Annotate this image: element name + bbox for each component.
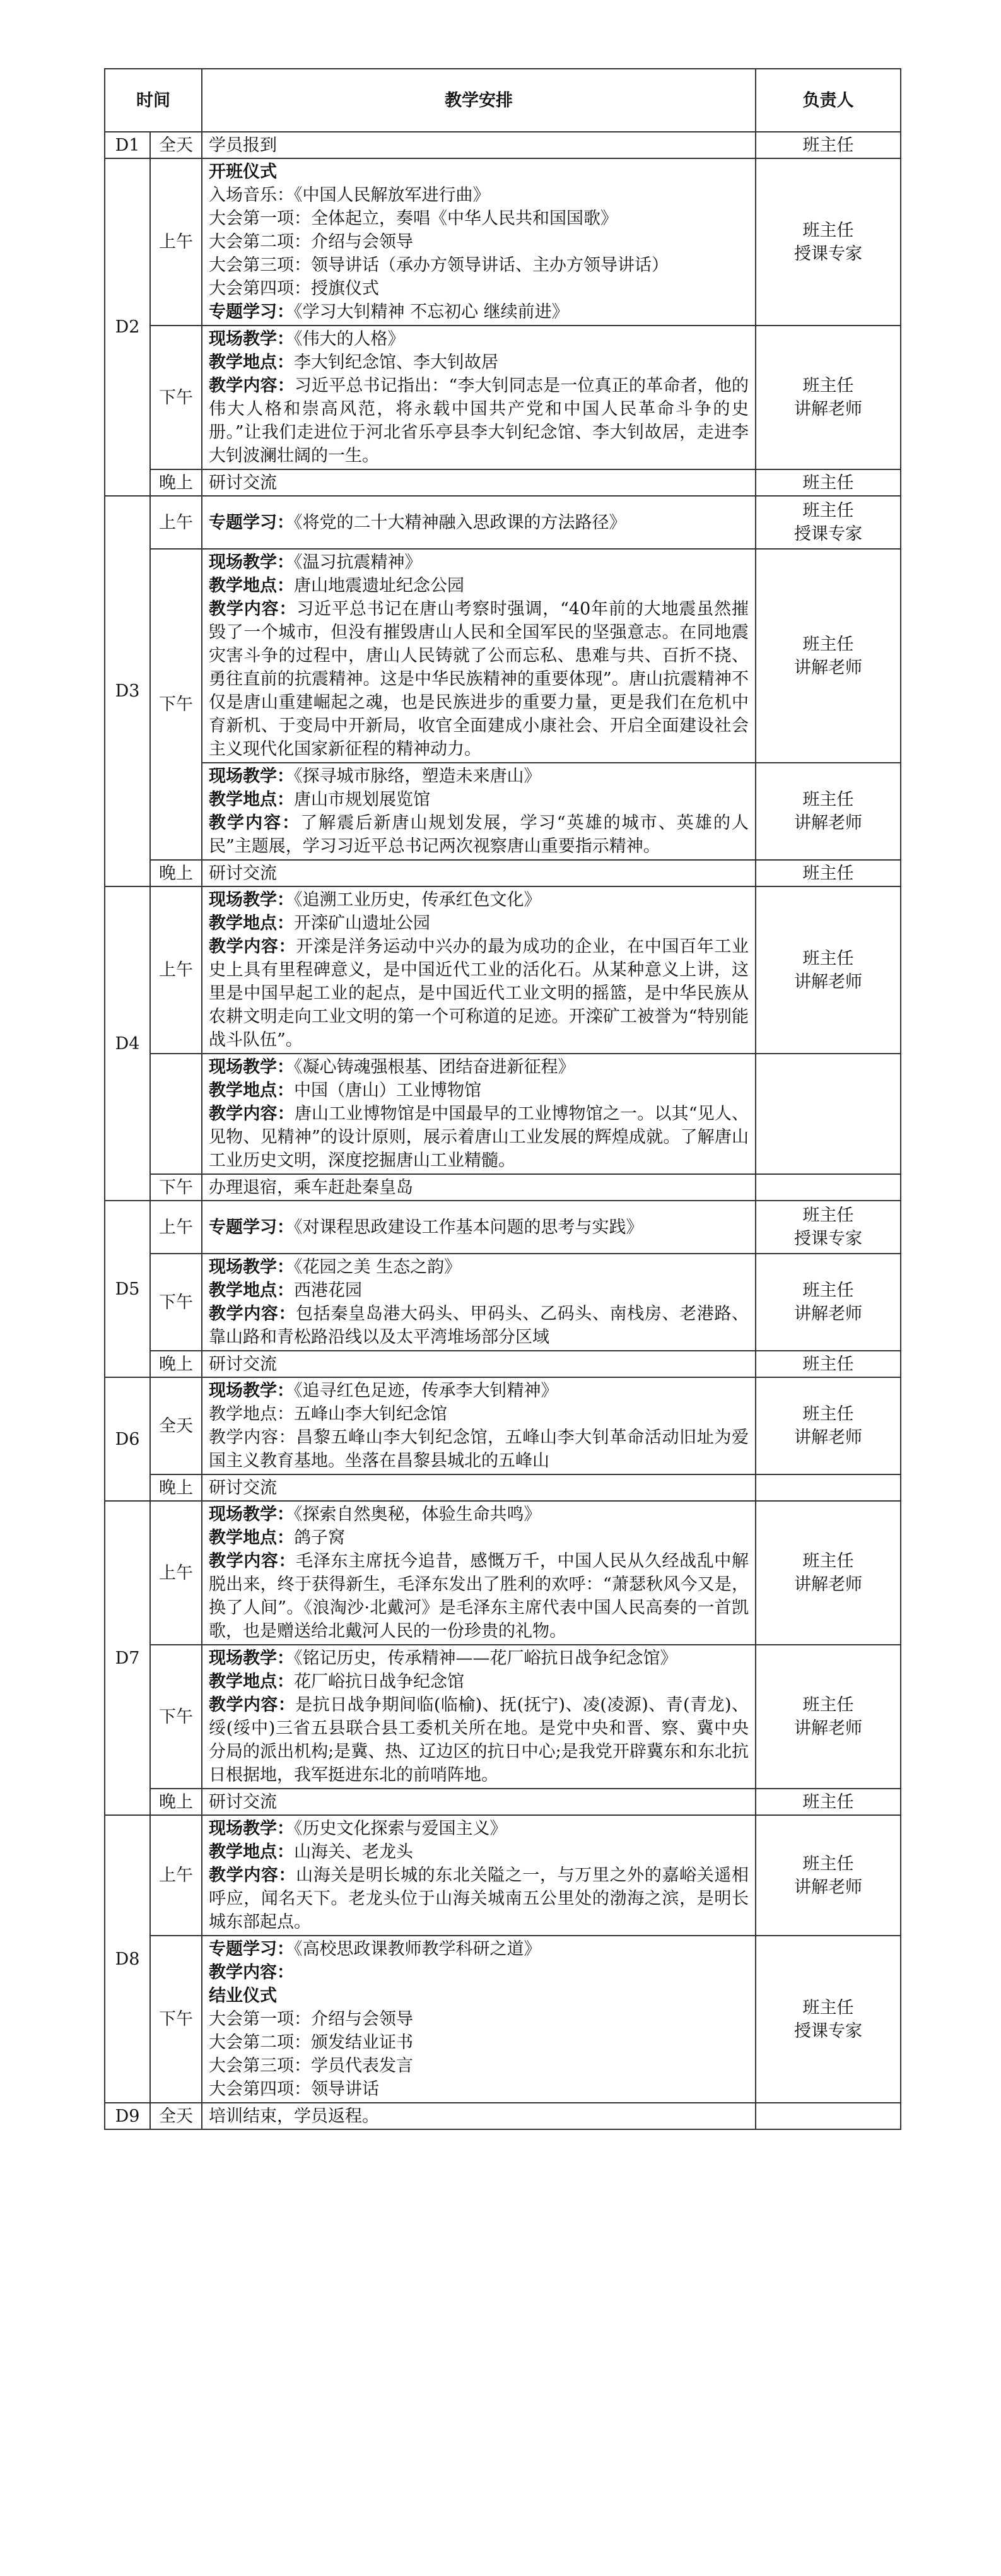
field-label: 专题学习： xyxy=(209,512,294,532)
field-value: 包括秦皇岛港大码头、甲码头、乙码头、南栈房、老港路、靠山路和青松路沿线以及太平湾堆场部分区域 xyxy=(209,1304,749,1347)
arrangement-cell xyxy=(202,763,756,860)
field-value: 西港花园 xyxy=(294,1281,362,1300)
responsible-cell xyxy=(756,886,901,1054)
field-value: 《花园之美 生态之韵》 xyxy=(294,1257,462,1277)
header-time: 时间 xyxy=(105,69,202,132)
arrangement-line: 大会第一项：介绍与会领导 xyxy=(209,2009,413,2029)
arrangement-line: 大会第二项：颁发结业证书 xyxy=(209,2033,413,2052)
table-row xyxy=(105,886,901,1054)
arrangement-line: 入场音乐：《中国人民解放军进行曲》 xyxy=(209,185,490,205)
field-label: 教学地点： xyxy=(209,914,294,933)
responsible-name: 班主任 xyxy=(802,1281,854,1300)
field-value: 《凝心铸魂强根基、团结奋进新征程》 xyxy=(294,1057,575,1077)
field-label: 教学地点： xyxy=(209,790,294,809)
table-row xyxy=(105,1254,901,1351)
responsible-cell: 班主任 xyxy=(756,132,901,158)
table-row xyxy=(105,1174,901,1201)
responsible-cell xyxy=(756,326,901,469)
header-responsible: 负责人 xyxy=(756,69,901,132)
table-row xyxy=(105,860,901,886)
day-cell: D2 xyxy=(105,158,150,496)
table-row xyxy=(105,158,901,326)
day-cell: D3 xyxy=(105,496,150,886)
arrangement-cell: 研讨交流 xyxy=(202,860,756,886)
arrangement-cell xyxy=(202,1377,756,1474)
field-value: 《高校思政课教师教学科研之道》 xyxy=(294,1939,541,1959)
slot-cell: 上午 xyxy=(150,886,202,1054)
field-label: 教学地点： xyxy=(209,1281,294,1300)
responsible-cell xyxy=(756,1201,901,1254)
slot-cell: 全天 xyxy=(150,1377,202,1474)
slot-cell: 下午 xyxy=(150,1174,202,1201)
table-row xyxy=(105,469,901,496)
slot-cell: 上午 xyxy=(150,158,202,326)
field-value: 花厂峪抗日战争纪念馆 xyxy=(294,1672,464,1691)
table-row xyxy=(105,496,901,549)
table-row xyxy=(105,326,901,469)
header-row xyxy=(105,69,901,132)
field-label: 现场教学： xyxy=(209,1057,294,1077)
responsible-cell xyxy=(756,1377,901,1474)
field-label: 教学地点： xyxy=(209,1672,294,1691)
arrangement-cell: 研讨交流 xyxy=(202,469,756,496)
arrangement-line: 大会第三项：学员代表发言 xyxy=(209,2056,413,2076)
field-label: 专题学习： xyxy=(209,302,294,322)
responsible-cell xyxy=(756,1501,901,1645)
day-cell: D6 xyxy=(105,1377,150,1501)
responsible-name: 班主任 xyxy=(802,1695,854,1715)
field-value: 《追溯工业历史，传承红色文化》 xyxy=(294,890,541,910)
responsible-name: 授课专家 xyxy=(794,2021,862,2041)
field-label: 教学内容： xyxy=(209,1551,296,1571)
field-label: 现场教学： xyxy=(209,329,294,349)
field-label: 教学内容： xyxy=(209,376,295,396)
responsible-cell xyxy=(756,549,901,763)
arrangement-cell xyxy=(202,326,756,469)
day-cell: D1 xyxy=(105,132,150,158)
field-value: 《探索自然奥秘，体验生命共鸣》 xyxy=(294,1505,541,1524)
responsible-name: 讲解老师 xyxy=(794,972,862,992)
day-cell: D5 xyxy=(105,1201,150,1377)
field-label: 现场教学： xyxy=(209,890,294,910)
field-value: 昌黎五峰山李大钊纪念馆，五峰山李大钊革命活动旧址为爱国主义教育基地。坐落在昌黎县城北的五峰山 xyxy=(209,1428,749,1471)
responsible-cell: 班主任 xyxy=(756,860,901,886)
field-value: 《温习抗震精神》 xyxy=(294,553,422,572)
responsible-cell xyxy=(756,158,901,326)
responsible-name: 班主任 xyxy=(802,501,854,520)
responsible-cell xyxy=(756,1474,901,1501)
arrangement-line: 大会第二项：介绍与会领导 xyxy=(209,232,413,252)
day-cell: D8 xyxy=(105,1815,150,2103)
field-label: 专题学习： xyxy=(209,1939,294,1959)
slot-cell: 晚上 xyxy=(150,469,202,496)
responsible-name: 讲解老师 xyxy=(794,813,862,833)
table-row xyxy=(105,1377,901,1474)
responsible-cell xyxy=(756,496,901,549)
arrangement-cell xyxy=(202,1501,756,1645)
arrangement-cell xyxy=(202,1254,756,1351)
field-label: 教学内容： xyxy=(209,937,296,956)
responsible-cell xyxy=(756,1815,901,1936)
responsible-cell xyxy=(756,1174,901,1201)
responsible-cell xyxy=(756,1254,901,1351)
field-label: 现场教学： xyxy=(209,1819,294,1838)
responsible-name: 讲解老师 xyxy=(794,1304,862,1324)
slot-cell: 下午 xyxy=(150,1936,202,2103)
arrangement-cell xyxy=(202,549,756,763)
arrangement-cell xyxy=(202,158,756,326)
responsible-name: 授课专家 xyxy=(794,244,862,264)
field-label: 专题学习： xyxy=(209,1217,294,1237)
slot-cell: 下午 xyxy=(150,326,202,469)
field-label: 教学内容： xyxy=(209,1104,295,1124)
arrangement-line: 大会第一项：全体起立，奏唱《中华人民共和国国歌》 xyxy=(209,209,618,228)
field-label: 现场教学： xyxy=(209,1257,294,1277)
field-value: 《对课程思政建设工作基本问题的思考与实践》 xyxy=(294,1217,643,1237)
field-value: 了解震后新唐山规划发展，学习“英雄的城市、英雄的人民”主题展，学习习近平总书记两次视察唐山重要指示精神。 xyxy=(209,813,749,856)
slot-cell xyxy=(150,1054,202,1174)
responsible-name: 讲解老师 xyxy=(794,1575,862,1594)
field-value: 鸽子窝 xyxy=(294,1528,345,1548)
field-label: 现场教学： xyxy=(209,1505,294,1524)
field-value: 《铭记历史，传承精神——花厂峪抗日战争纪念馆》 xyxy=(294,1649,677,1668)
field-label: 教学地点： xyxy=(209,1528,294,1548)
field-label: 教学内容： xyxy=(209,1428,296,1447)
slot-cell: 全天 xyxy=(150,132,202,158)
responsible-cell xyxy=(756,1054,901,1174)
table-row xyxy=(105,1936,901,2103)
table-row xyxy=(105,1201,901,1254)
slot-cell: 上午 xyxy=(150,1815,202,1936)
responsible-name: 讲解老师 xyxy=(794,1877,862,1897)
slot-cell: 上午 xyxy=(150,496,202,549)
table-row xyxy=(105,132,901,158)
slot-cell: 晚上 xyxy=(150,1351,202,1377)
day-cell: D7 xyxy=(105,1501,150,1815)
responsible-name: 授课专家 xyxy=(794,1229,862,1249)
field-value: 中国（唐山）工业博物馆 xyxy=(294,1081,481,1100)
responsible-cell xyxy=(756,763,901,860)
field-value: 毛泽东主席抚今追昔，感慨万千，中国人民从久经战乱中解脱出来，终于获得新生，毛泽东发出了胜利的欢呼：“萧瑟秋风今又是，换了人间”。《浪淘沙·北戴河》是毛泽东主席代表中国人民高奏的一首凯歌，也是赠送给北戴河人民的一份珍贵的礼物。 xyxy=(209,1551,749,1641)
responsible-name: 班主任 xyxy=(802,1997,854,2018)
table-row xyxy=(105,1474,901,1501)
field-value: 《历史文化探索与爱国主义》 xyxy=(294,1819,507,1838)
responsible-name: 讲解老师 xyxy=(794,399,862,419)
field-value: 《学习大钊精神 不忘初心 继续前进》 xyxy=(294,302,569,322)
arrangement-cell xyxy=(202,886,756,1054)
day-cell: D4 xyxy=(105,886,150,1201)
arrangement-cell: 办理退宿，乘车赶赴秦皇岛 xyxy=(202,1174,756,1201)
arrangement-cell xyxy=(202,1815,756,1936)
responsible-cell: 班主任 xyxy=(756,1351,901,1377)
responsible-name: 班主任 xyxy=(802,1404,854,1424)
field-label: 教学地点： xyxy=(209,1081,294,1100)
field-label: 教学地点： xyxy=(209,1404,294,1424)
slot-cell: 晚上 xyxy=(150,860,202,886)
responsible-name: 班主任 xyxy=(802,634,854,654)
field-label: 教学内容： xyxy=(209,1866,296,1885)
table-row xyxy=(105,1054,901,1174)
arrangement-cell xyxy=(202,1054,756,1174)
field-label: 现场教学： xyxy=(209,1381,294,1401)
field-value: 五峰山李大钊纪念馆 xyxy=(294,1404,447,1424)
table-row xyxy=(105,1645,901,1789)
field-value: 开滦是洋务运动中兴办的最为成功的企业，在中国百年工业史上具有里程碑意义，是中国近代工业的活化石。从某种意义上讲，这里是中国早起工业的起点，是中国近代工业文明的摇篮，是中华民族从农耕文明走向工业文明的第一个可称道的足迹。开滦矿工被誉为“特别能战斗队伍”。 xyxy=(209,937,749,1050)
arrangement-line: 大会第四项：授旗仪式 xyxy=(209,279,379,298)
table-row xyxy=(105,1789,901,1815)
field-value: 《追寻红色足迹，传承李大钊精神》 xyxy=(294,1381,558,1401)
ceremony-title: 开班仪式 xyxy=(209,162,277,182)
arrangement-cell: 研讨交流 xyxy=(202,1789,756,1815)
responsible-cell xyxy=(756,1645,901,1789)
field-label: 教学内容： xyxy=(209,1304,296,1324)
field-value: 山海关、老龙头 xyxy=(294,1842,413,1862)
responsible-name: 班主任 xyxy=(802,1854,854,1874)
arrangement-cell xyxy=(202,1201,756,1254)
day-cell: D9 xyxy=(105,2103,150,2129)
slot-cell: 下午 xyxy=(150,1645,202,1789)
arrangement-line: 大会第三项：领导讲话（承办方领导讲话、主办方领导讲话） xyxy=(209,256,669,275)
field-value: 开滦矿山遗址公园 xyxy=(294,914,430,933)
responsible-cell: 班主任 xyxy=(756,469,901,496)
responsible-name: 班主任 xyxy=(802,1206,854,1225)
arrangement-cell: 研讨交流 xyxy=(202,1474,756,1501)
responsible-name: 讲解老师 xyxy=(794,1719,862,1738)
field-value: 《探寻城市脉络，塑造未来唐山》 xyxy=(294,767,541,786)
field-label: 教学地点： xyxy=(209,353,294,372)
slot-cell: 上午 xyxy=(150,1201,202,1254)
table-row xyxy=(105,1501,901,1645)
field-value: 唐山地震遗址纪念公园 xyxy=(294,576,464,596)
responsible-cell: 班主任 xyxy=(756,1789,901,1815)
field-value: 李大钊纪念馆、李大钊故居 xyxy=(294,353,498,372)
arrangement-cell: 培训结束，学员返程。 xyxy=(202,2103,756,2129)
responsible-name: 班主任 xyxy=(802,1551,854,1571)
responsible-cell xyxy=(756,2103,901,2129)
field-value: 习近平总书记指出：“李大钊同志是一位真正的革命者，他的伟大人格和崇高风范，将永载中国共产党和中国人民革命斗争的史册。”让我们走进位于河北省乐亭县李大钊纪念馆、李大钊故居，走进李大钊波澜壮阔的一生。 xyxy=(209,376,749,466)
arrangement-line: 大会第四项：领导讲话 xyxy=(209,2079,379,2099)
schedule-table xyxy=(104,68,901,2130)
field-value: 唐山工业博物馆是中国最早的工业博物馆之一。以其“见人、见物、见精神”的设计原则，展示着唐山工业发展的辉煌成就。了解唐山工业历史文明，深度挖掘唐山工业精髓。 xyxy=(209,1104,749,1170)
field-value: 《将党的二十大精神融入思政课的方法路径》 xyxy=(294,512,626,532)
responsible-name: 班主任 xyxy=(802,220,854,240)
field-label: 教学内容： xyxy=(209,599,297,619)
slot-cell: 下午 xyxy=(150,549,202,860)
field-label: 教学地点： xyxy=(209,1842,294,1862)
responsible-name: 班主任 xyxy=(802,948,854,968)
field-value: 是抗日战争期间临(临榆)、抚(抚宁)、凌(凌源)、青(青龙)、绥(绥中)三省五县联合县工委机关所在地。是党中央和晋、察、冀中央分局的派出机构;是冀、热、辽边区的抗日中心;是我党开辟冀东和东北抗日根据地，我军挺进东北的前哨阵地。 xyxy=(209,1695,749,1785)
table-row xyxy=(105,2103,901,2129)
slot-cell: 晚上 xyxy=(150,1789,202,1815)
responsible-name: 班主任 xyxy=(802,376,854,396)
arrangement-cell xyxy=(202,1936,756,2103)
arrangement-cell xyxy=(202,496,756,549)
field-label: 教学内容： xyxy=(209,1963,294,1982)
field-label: 现场教学： xyxy=(209,1649,294,1668)
responsible-name: 授课专家 xyxy=(794,524,862,544)
responsible-name: 班主任 xyxy=(802,790,854,809)
ceremony-title: 结业仪式 xyxy=(209,1986,277,2006)
table-row xyxy=(105,763,901,860)
slot-cell: 晚上 xyxy=(150,1474,202,1501)
responsible-name: 讲解老师 xyxy=(794,1428,862,1447)
field-label: 教学地点： xyxy=(209,576,294,596)
slot-cell: 上午 xyxy=(150,1501,202,1645)
slot-cell: 全天 xyxy=(150,2103,202,2129)
field-label: 教学内容： xyxy=(209,1695,296,1715)
table-row xyxy=(105,549,901,763)
field-value: 山海关是明长城的东北关隘之一，与万里之外的嘉峪关遥相呼应，闻名天下。老龙头位于山海关城南五公里处的渤海之滨，是明长城东部起点。 xyxy=(209,1866,749,1932)
arrangement-cell xyxy=(202,1645,756,1789)
responsible-name: 讲解老师 xyxy=(794,657,862,678)
table-row xyxy=(105,1351,901,1377)
field-label: 教学内容： xyxy=(209,813,301,833)
field-value: 唐山市规划展览馆 xyxy=(294,790,430,809)
table-row xyxy=(105,1815,901,1936)
slot-cell: 下午 xyxy=(150,1254,202,1351)
header-arrangement: 教学安排 xyxy=(202,69,756,132)
arrangement-cell: 研讨交流 xyxy=(202,1351,756,1377)
responsible-cell xyxy=(756,1936,901,2103)
field-label: 现场教学： xyxy=(209,553,294,572)
arrangement-cell: 学员报到 xyxy=(202,132,756,158)
field-value: 《伟大的人格》 xyxy=(294,329,405,349)
field-value: 习近平总书记在唐山考察时强调，“40年前的大地震虽然摧毁了一个城市，但没有摧毁唐山人民和全国军民的坚强意志。在同地震灾害斗争的过程中，唐山人民铸就了公而忘私、患难与共、百折不挠、勇往直前的抗震精神。这是中华民族精神的重要体现”。唐山抗震精神不仅是唐山重建崛起之魂，也是民族进步的重要力量，更是我们在危机中育新机、于变局中开新局，收官全面建成小康社会、开启全面建设社会主义现代化国家新征程的精神动力。 xyxy=(209,599,749,759)
field-label: 现场教学： xyxy=(209,767,294,786)
